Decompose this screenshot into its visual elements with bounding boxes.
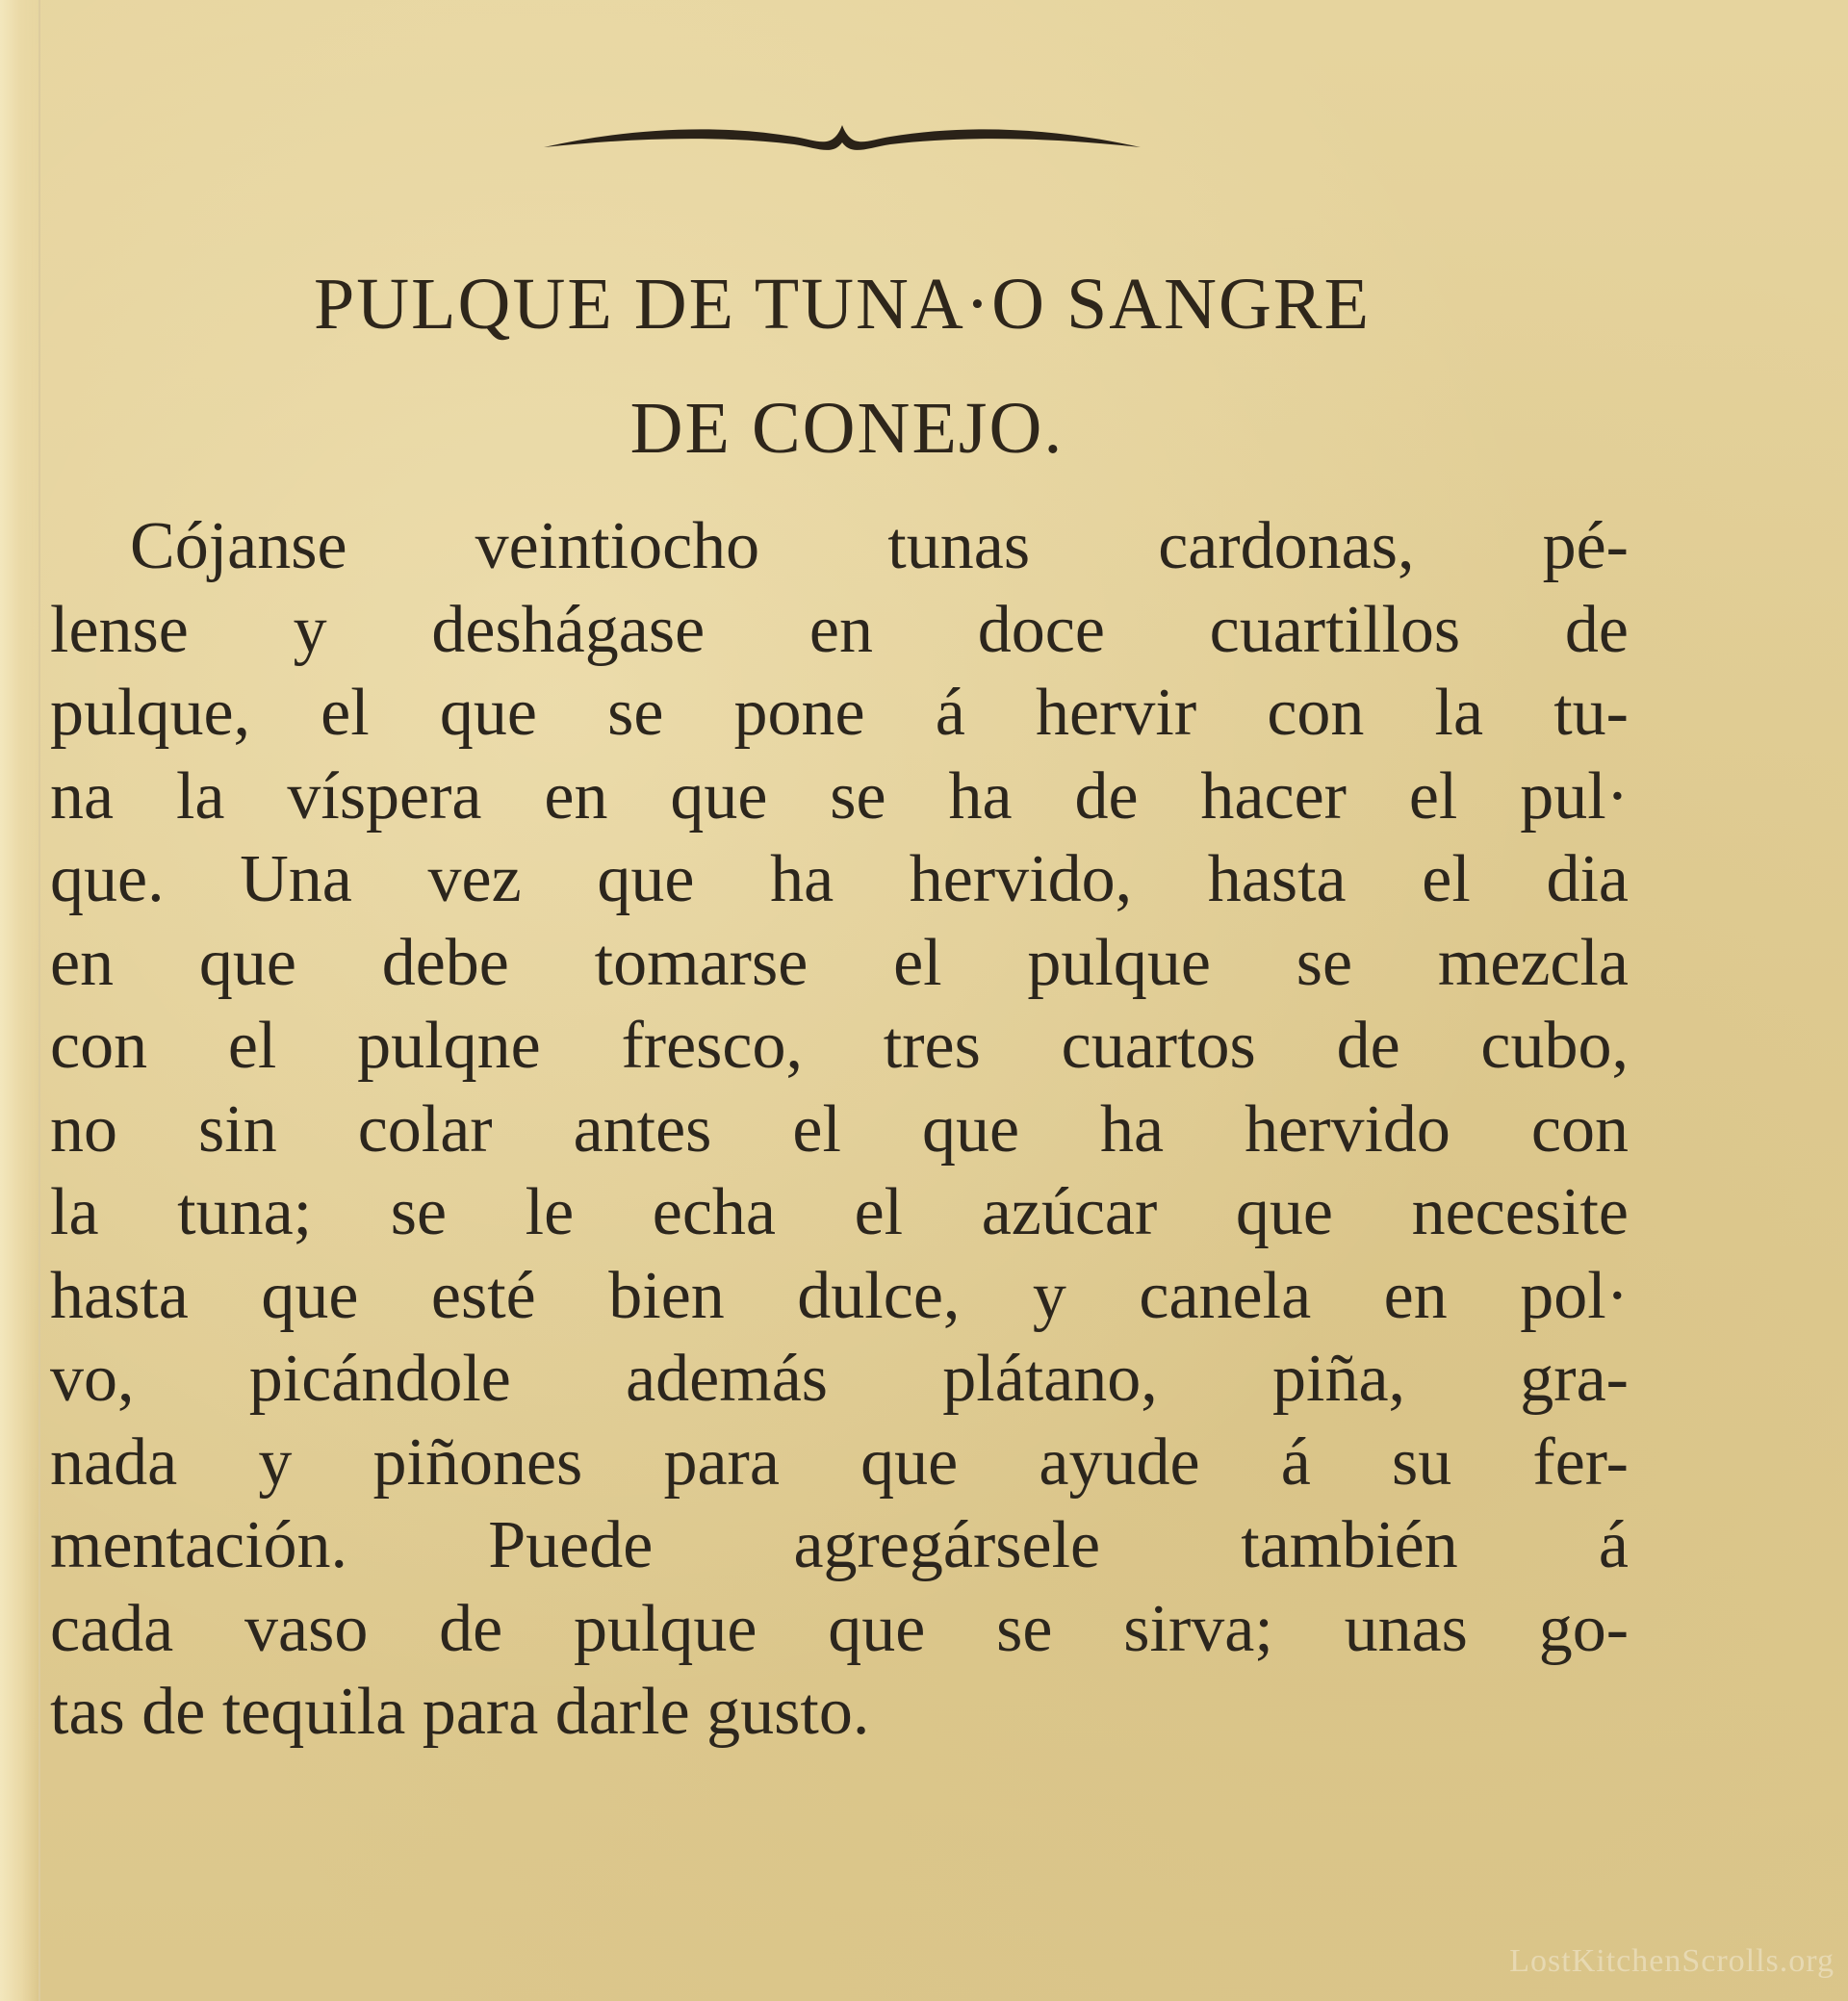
body-line: con el pulqne fresco, tres cuartos de cubo, [50,1009,1629,1083]
body-line: lense y deshágase en doce cuartillos de [50,592,1629,667]
body-line: que. Una vez que ha hervido, hasta el dia [50,842,1629,916]
ornament-divider [539,114,1145,171]
body-line: en que debe tomarse el pulque se mezcla [50,925,1629,1000]
body-line: Cójanse veintiocho tunas cardonas, pé- [130,509,1629,583]
body-line: hasta que esté bien dulce, y canela en pol· [50,1258,1629,1333]
recipe-body [50,505,1629,1755]
body-line: la tuna; se le echa el azúcar que necesite [50,1175,1629,1249]
body-line: pulque, el que se pone á hervir con la tu- [50,676,1629,750]
body-line: tas de tequila para darle gusto. [50,1675,870,1749]
page-gutter [0,0,40,2001]
body-line: na la víspera en que se ha de hacer el pul· [50,758,1629,834]
body-line: mentación. Puede agregársele también á [50,1508,1629,1582]
body-line: nada y piñones para que ayude á su fer- [50,1424,1629,1500]
body-line: no sin colar antes el que ha hervido con [50,1091,1629,1167]
body-line: cada vaso de pulque que se sirva; unas go- [50,1591,1629,1666]
recipe-title-line-2: DE CONEJO. [629,388,1065,469]
watermark-text: LostKitchenScrolls.org [1509,1943,1835,1979]
body-line: vo, picándole además plátano, piña, gra- [50,1342,1629,1416]
recipe-title-line-1: PULQUE DE TUNA·O SANGRE [313,264,1371,345]
